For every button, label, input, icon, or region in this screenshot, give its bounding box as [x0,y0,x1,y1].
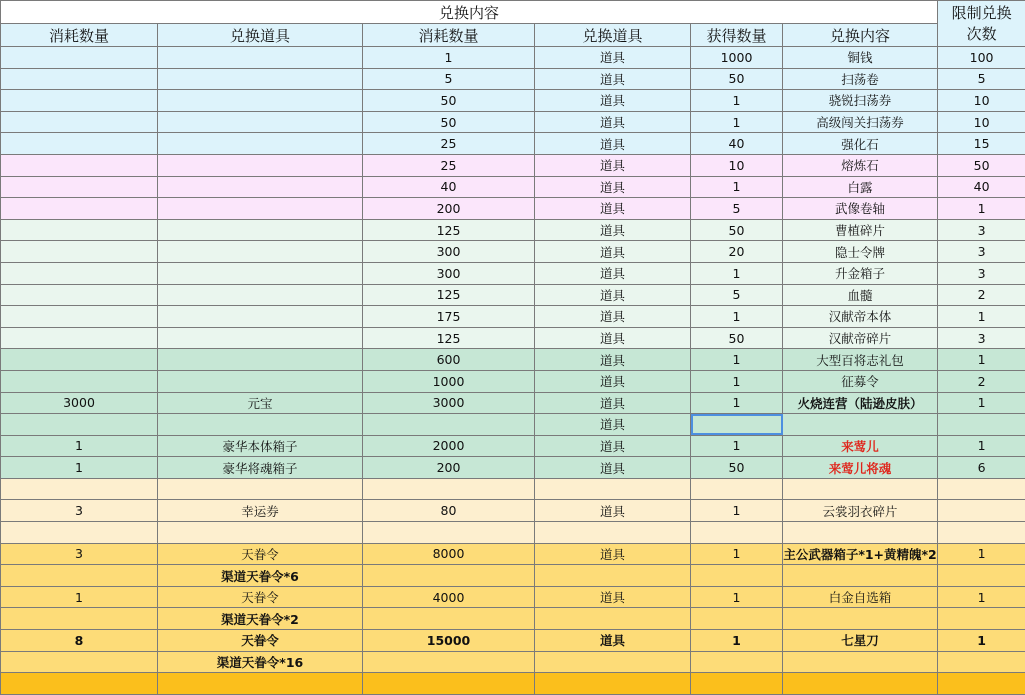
cell-item-1[interactable]: 天眷令 [158,543,363,565]
cell-limit[interactable]: 1 [938,543,1025,565]
table-row [1,327,1025,349]
cell-cost-qty-2[interactable] [363,673,535,695]
cell-cost-qty-2[interactable]: 300 [363,241,535,263]
cell-cost-qty-1[interactable] [1,262,158,284]
cell-item-1[interactable]: 渠道天眷令*6 [158,565,363,587]
cell-limit[interactable]: 50 [938,154,1025,176]
table-row [1,68,1025,90]
cell-cost-qty-1[interactable] [1,651,158,673]
cell-item-1[interactable] [158,522,363,544]
cell-cost-qty-1[interactable] [1,673,158,695]
table-row [1,154,1025,176]
cell-item-1[interactable]: 豪华本体箱子 [158,435,363,457]
cell-item-1[interactable] [158,176,363,198]
cell-limit[interactable]: 5 [938,68,1025,90]
cell-limit[interactable]: 3 [938,327,1025,349]
cell-limit[interactable] [938,565,1025,587]
cell-content[interactable] [783,414,938,436]
cell-item-1[interactable] [158,68,363,90]
cell-item-2[interactable]: 道具 [535,284,691,306]
cell-content[interactable]: 主公武器箱子*1+黄精魄*2 [783,543,938,565]
table-row [1,262,1025,284]
table-row [1,111,1025,133]
cell-cost-qty-2[interactable]: 1000 [363,370,535,392]
cell-cost-qty-2[interactable]: 50 [363,111,535,133]
cell-limit[interactable]: 10 [938,90,1025,112]
cell-cost-qty-1[interactable] [1,478,158,500]
table-row [1,457,1025,479]
cell-content[interactable]: 骁锐扫荡券 [783,90,938,112]
cell-item-1[interactable] [158,198,363,220]
cell-cost-qty-2[interactable]: 125 [363,219,535,241]
cell-cost-qty-1[interactable]: 3 [1,543,158,565]
header-item-2[interactable]: 兑换道具 [535,24,691,47]
cell-cost-qty-2[interactable]: 80 [363,500,535,522]
cell-content[interactable]: 扫荡卷 [783,68,938,90]
table-row [1,349,1025,371]
cell-gain-qty[interactable]: 5 [691,284,783,306]
cell-item-2[interactable] [535,522,691,544]
cell-content[interactable]: 征募令 [783,370,938,392]
cell-gain-qty[interactable]: 1 [691,306,783,328]
cell-cost-qty-2[interactable]: 175 [363,306,535,328]
cell-item-1[interactable] [158,370,363,392]
cell-item-1[interactable]: 渠道天眷令*16 [158,651,363,673]
cell-item-2[interactable]: 道具 [535,262,691,284]
cell-gain-qty[interactable]: 1 [691,349,783,371]
cell-item-2[interactable]: 道具 [535,68,691,90]
table-row [1,414,1025,436]
cell-cost-qty-2[interactable]: 2000 [363,435,535,457]
cell-limit[interactable]: 1 [938,306,1025,328]
cell-item-2[interactable]: 道具 [535,154,691,176]
cell-cost-qty-2[interactable] [363,522,535,544]
cell-cost-qty-1[interactable]: 1 [1,435,158,457]
cell-cost-qty-1[interactable] [1,306,158,328]
cell-item-2[interactable]: 道具 [535,457,691,479]
cell-item-2[interactable]: 道具 [535,392,691,414]
cell-content[interactable]: 火烧连营（陆逊皮肤） [783,392,938,414]
cell-cost-qty-2[interactable] [363,608,535,630]
header-limit-line2: 次数 [938,24,1025,45]
cell-cost-qty-2[interactable]: 300 [363,262,535,284]
cell-item-2[interactable] [535,478,691,500]
table-row [1,630,1025,652]
table-row [1,90,1025,112]
cell-content[interactable]: 汉献帝碎片 [783,327,938,349]
cell-item-1[interactable] [158,306,363,328]
cell-content[interactable]: 汉献帝本体 [783,306,938,328]
cell-cost-qty-1[interactable] [1,608,158,630]
cell-item-2[interactable]: 道具 [535,414,691,436]
cell-item-1[interactable] [158,284,363,306]
cell-cost-qty-1[interactable] [1,68,158,90]
cell-limit[interactable] [938,500,1025,522]
cell-cost-qty-2[interactable]: 50 [363,90,535,112]
cell-gain-qty[interactable]: 1 [691,262,783,284]
cell-cost-qty-2[interactable]: 8000 [363,543,535,565]
cell-limit[interactable]: 10 [938,111,1025,133]
cell-gain-qty[interactable] [691,414,783,436]
table-row [1,133,1025,155]
cell-cost-qty-1[interactable] [1,349,158,371]
table-row [1,565,1025,587]
cell-content[interactable]: 熔炼石 [783,154,938,176]
cell-gain-qty[interactable]: 40 [691,133,783,155]
cell-gain-qty[interactable]: 50 [691,219,783,241]
cell-gain-qty[interactable] [691,651,783,673]
cell-cost-qty-2[interactable]: 600 [363,349,535,371]
cell-item-2[interactable]: 道具 [535,133,691,155]
cell-gain-qty[interactable]: 1 [691,90,783,112]
cell-cost-qty-2[interactable]: 3000 [363,392,535,414]
cell-cost-qty-2[interactable]: 25 [363,133,535,155]
table-row [1,241,1025,263]
cell-item-1[interactable]: 天眷令 [158,586,363,608]
cell-item-2[interactable]: 道具 [535,111,691,133]
cell-content[interactable]: 大型百将志礼包 [783,349,938,371]
cell-cost-qty-1[interactable] [1,522,158,544]
cell-limit[interactable]: 1 [938,630,1025,652]
cell-item-2[interactable]: 道具 [535,47,691,69]
cell-content[interactable]: 白金自选箱 [783,586,938,608]
table-row [1,586,1025,608]
table-row [1,284,1025,306]
cell-limit[interactable]: 1 [938,198,1025,220]
cell-gain-qty[interactable]: 1 [691,435,783,457]
cell-limit[interactable]: 100 [938,47,1025,69]
cell-limit[interactable]: 1 [938,349,1025,371]
cell-limit[interactable] [938,651,1025,673]
cell-item-1[interactable] [158,219,363,241]
header-limit[interactable] [938,1,1025,47]
cell-content[interactable] [783,522,938,544]
cell-cost-qty-1[interactable] [1,176,158,198]
cell-limit[interactable]: 15 [938,133,1025,155]
cell-item-2[interactable] [535,608,691,630]
cell-limit[interactable]: 40 [938,176,1025,198]
cell-content[interactable] [783,673,938,695]
cell-gain-qty[interactable]: 1 [691,543,783,565]
header-item-1[interactable]: 兑换道具 [158,24,363,47]
table-row [1,47,1025,69]
cell-limit[interactable]: 3 [938,241,1025,263]
cell-cost-qty-2[interactable]: 200 [363,457,535,479]
cell-limit[interactable] [938,414,1025,436]
cell-gain-qty[interactable]: 1 [691,392,783,414]
table-row [1,370,1025,392]
cell-limit[interactable] [938,608,1025,630]
cell-limit[interactable]: 1 [938,586,1025,608]
cell-item-1[interactable]: 豪华将魂箱子 [158,457,363,479]
cell-item-2[interactable]: 道具 [535,435,691,457]
cell-cost-qty-2[interactable]: 25 [363,154,535,176]
table-row [1,306,1025,328]
cell-limit[interactable] [938,478,1025,500]
cell-cost-qty-2[interactable]: 1 [363,47,535,69]
cell-cost-qty-1[interactable] [1,327,158,349]
cell-cost-qty-2[interactable] [363,651,535,673]
cell-gain-qty[interactable] [691,673,783,695]
cell-gain-qty[interactable]: 50 [691,457,783,479]
cell-limit[interactable] [938,522,1025,544]
cell-cost-qty-1[interactable] [1,154,158,176]
cell-gain-qty[interactable] [691,608,783,630]
cell-item-1[interactable]: 元宝 [158,392,363,414]
cell-gain-qty[interactable]: 50 [691,68,783,90]
cell-cost-qty-2[interactable] [363,565,535,587]
cell-cost-qty-1[interactable] [1,219,158,241]
cell-cost-qty-1[interactable] [1,111,158,133]
cell-content[interactable]: 云裳羽衣碎片 [783,500,938,522]
cell-item-1[interactable] [158,414,363,436]
cell-gain-qty[interactable]: 1 [691,500,783,522]
cell-gain-qty[interactable]: 5 [691,198,783,220]
cell-item-1[interactable]: 天眷令 [158,630,363,652]
table-row [1,435,1025,457]
cell-limit[interactable]: 3 [938,262,1025,284]
cell-cost-qty-2[interactable]: 40 [363,176,535,198]
cell-gain-qty[interactable]: 1000 [691,47,783,69]
cell-item-1[interactable] [158,673,363,695]
cell-cost-qty-2[interactable]: 4000 [363,586,535,608]
cell-limit[interactable] [938,673,1025,695]
cell-item-1[interactable] [158,327,363,349]
cell-cost-qty-1[interactable]: 1 [1,586,158,608]
cell-gain-qty[interactable] [691,478,783,500]
cell-gain-qty[interactable]: 1 [691,586,783,608]
header-cost-qty-1[interactable]: 消耗数量 [1,24,158,47]
cell-item-1[interactable]: 渠道天眷令*2 [158,608,363,630]
table-row [1,219,1025,241]
table-row [1,198,1025,220]
cell-content[interactable]: 高级闯关扫荡券 [783,111,938,133]
cell-cost-qty-1[interactable] [1,370,158,392]
cell-content[interactable] [783,565,938,587]
cell-content[interactable]: 强化石 [783,133,938,155]
cell-content[interactable]: 来莺儿将魂 [783,457,938,479]
cell-item-1[interactable] [158,478,363,500]
cell-item-1[interactable] [158,133,363,155]
cell-limit[interactable]: 1 [938,392,1025,414]
cell-cost-qty-2[interactable]: 15000 [363,630,535,652]
header-limit-line1: 限制兑换 [938,3,1025,24]
table-row [1,651,1025,673]
cell-item-2[interactable] [535,651,691,673]
cell-item-2[interactable]: 道具 [535,327,691,349]
cell-gain-qty[interactable]: 50 [691,327,783,349]
cell-cost-qty-1[interactable]: 3000 [1,392,158,414]
cell-item-1[interactable] [158,262,363,284]
cell-content[interactable] [783,651,938,673]
cell-content[interactable] [783,608,938,630]
cell-limit[interactable]: 2 [938,370,1025,392]
cell-limit[interactable]: 3 [938,219,1025,241]
table-row [1,673,1025,695]
cell-content[interactable]: 铜钱 [783,47,938,69]
header-content[interactable]: 兑换内容 [783,24,938,47]
cell-item-1[interactable] [158,111,363,133]
cell-gain-qty[interactable] [691,522,783,544]
cell-gain-qty[interactable]: 1 [691,630,783,652]
cell-gain-qty[interactable]: 1 [691,111,783,133]
cell-gain-qty[interactable]: 20 [691,241,783,263]
cell-content[interactable]: 隐士令牌 [783,241,938,263]
cell-content[interactable]: 升金箱子 [783,262,938,284]
cell-item-1[interactable] [158,90,363,112]
cell-item-2[interactable]: 道具 [535,219,691,241]
table-row [1,478,1025,500]
table-row [1,608,1025,630]
cell-item-2[interactable]: 道具 [535,586,691,608]
header-group-title[interactable]: 兑换内容 [1,1,938,24]
cell-item-2[interactable]: 道具 [535,198,691,220]
cell-gain-qty[interactable]: 10 [691,154,783,176]
cell-cost-qty-1[interactable] [1,414,158,436]
cell-item-2[interactable]: 道具 [535,241,691,263]
cell-content[interactable]: 武像卷轴 [783,198,938,220]
table-row [1,176,1025,198]
cell-item-2[interactable]: 道具 [535,630,691,652]
cell-content[interactable]: 血髓 [783,284,938,306]
cell-limit[interactable]: 1 [938,435,1025,457]
table-row [1,543,1025,565]
cell-cost-qty-1[interactable] [1,565,158,587]
cell-content[interactable]: 白露 [783,176,938,198]
table-row [1,500,1025,522]
table-row [1,522,1025,544]
cell-item-1[interactable] [158,241,363,263]
cell-gain-qty[interactable]: 1 [691,370,783,392]
cell-cost-qty-2[interactable] [363,414,535,436]
cell-cost-qty-1[interactable]: 1 [1,457,158,479]
cell-cost-qty-1[interactable] [1,133,158,155]
cell-content[interactable]: 七星刀 [783,630,938,652]
cell-limit[interactable]: 6 [938,457,1025,479]
cell-item-2[interactable] [535,565,691,587]
cell-cost-qty-1[interactable] [1,284,158,306]
cell-content[interactable]: 曹植碎片 [783,219,938,241]
cell-item-1[interactable]: 幸运券 [158,500,363,522]
cell-cost-qty-1[interactable]: 3 [1,500,158,522]
cell-cost-qty-1[interactable] [1,241,158,263]
cell-limit[interactable]: 2 [938,284,1025,306]
cell-cost-qty-2[interactable]: 125 [363,327,535,349]
cell-content[interactable]: 来莺儿 [783,435,938,457]
cell-cost-qty-1[interactable] [1,198,158,220]
cell-gain-qty[interactable] [691,565,783,587]
cell-cost-qty-1[interactable] [1,90,158,112]
header-gain-qty[interactable]: 获得数量 [691,24,783,47]
cell-cost-qty-2[interactable] [363,478,535,500]
cell-cost-qty-1[interactable] [1,47,158,69]
cell-item-2[interactable]: 道具 [535,543,691,565]
cell-cost-qty-2[interactable]: 200 [363,198,535,220]
cell-content[interactable] [783,478,938,500]
header-cost-qty-2[interactable]: 消耗数量 [363,24,535,47]
cell-item-1[interactable] [158,47,363,69]
cell-item-1[interactable] [158,154,363,176]
cell-item-2[interactable]: 道具 [535,370,691,392]
cell-cost-qty-2[interactable]: 5 [363,68,535,90]
cell-item-2[interactable]: 道具 [535,176,691,198]
cell-item-2[interactable]: 道具 [535,500,691,522]
cell-item-2[interactable]: 道具 [535,306,691,328]
cell-cost-qty-2[interactable]: 125 [363,284,535,306]
cell-item-2[interactable]: 道具 [535,349,691,371]
cell-item-2[interactable]: 道具 [535,90,691,112]
cell-item-1[interactable] [158,349,363,371]
cell-item-2[interactable] [535,673,691,695]
cell-gain-qty[interactable]: 1 [691,176,783,198]
cell-cost-qty-1[interactable]: 8 [1,630,158,652]
table-row [1,392,1025,414]
